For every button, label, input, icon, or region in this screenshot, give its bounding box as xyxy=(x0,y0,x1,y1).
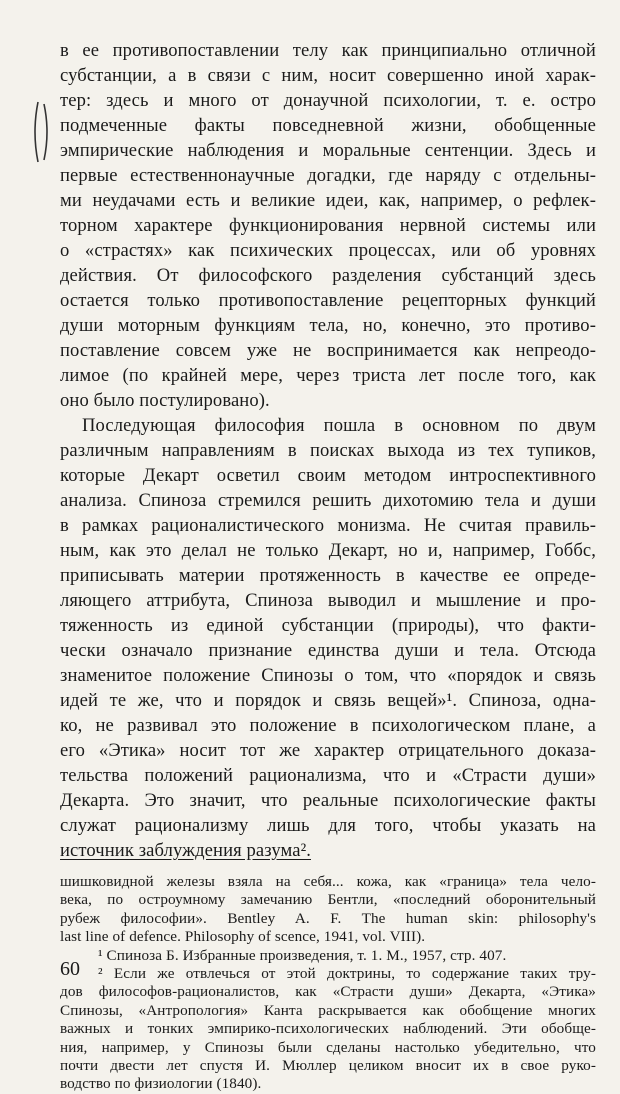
text-line: Декарта. Это значит, что реальные психологические факты xyxy=(60,790,596,811)
text-line: действия. От философского разделения субстанций здесь xyxy=(60,265,596,286)
footnote-line: почти двести лет спустя И. Мюллер целиком вносит их в свое руко- xyxy=(60,1056,596,1074)
text-line: тяженность из единой субстанции (природы), что факти- xyxy=(60,615,596,636)
text-line: ным, как это делал не только Декарт, но и, например, Гоббс, xyxy=(60,540,596,561)
text-line: субстанции, а в связи с ним, носит совершенно иной харак- xyxy=(60,65,596,86)
footnote-2: ² Если же отвлечься от этой доктрины, то содержание таких тру- xyxy=(98,964,596,982)
text-line: тельства положений рационализма, что и «Страсти души» xyxy=(60,765,596,786)
footnotes xyxy=(60,873,596,1094)
footnote-line: водство по физиологии (1840). xyxy=(60,1075,262,1093)
text-line: приписывать материи протяженность в качестве ее опреде- xyxy=(60,565,596,586)
text-line: тер: здесь и много от донаучной психологии, т. е. остро xyxy=(60,90,596,111)
text-line: души моторным функциям тела, но, конечно, это противо- xyxy=(60,315,596,336)
page-body xyxy=(60,38,596,1094)
text-line: Последующая философия пошла в основном по двум xyxy=(82,415,596,436)
text-line: в ее противопоставлении телу как принципиально отличной xyxy=(60,40,596,61)
text-line: в рамках рационалистического монизма. Не считая правиль- xyxy=(60,515,596,536)
text-line: лимое (по крайней мере, через триста лет после того, как xyxy=(60,365,596,386)
footnote-line: века, по остроумному замечанию Бентли, «последний оборонительный xyxy=(60,891,596,909)
text-line: идей те же, что и порядок и связь вещей»¹. Спиноза, одна- xyxy=(60,690,596,711)
text-line: различным направлениям в поисках выхода из тех тупиков, xyxy=(60,440,596,461)
main-text xyxy=(60,38,596,863)
text-line: знаменитое положение Спинозы о том, что «порядок и связь xyxy=(60,665,596,686)
text-line: служат рационализму лишь для того, чтобы указать на xyxy=(60,815,596,836)
text-line: его «Этика» носит тот же характер отрицательного доказа- xyxy=(60,740,596,761)
text-line: эмпирические наблюдения и моральные сентенции. Здесь и xyxy=(60,140,596,161)
text-line: ко, не развивал это положение в психологическом плане, а xyxy=(60,715,596,736)
text-line: торном характере функционирования нервной системы или xyxy=(60,215,596,236)
footnote-line: Спинозы, «Антропология» Канта раскрывается как обобщение многих xyxy=(60,1001,596,1019)
text-line-underlined: источник заблуждения разума². xyxy=(60,840,311,861)
margin-bracket-mark xyxy=(30,100,54,164)
text-line: ми неудачами есть и великие идеи, как, например, о рефлек- xyxy=(60,190,596,211)
text-line: оно было постулировано). xyxy=(60,390,270,411)
text-line: о «страстях» как психических процессах, или об уровнях xyxy=(60,240,596,261)
footnote-line: шишковидной железы взяла на себя... кожа, как «граница» тела чело- xyxy=(60,873,596,890)
text-line: первые естественнонаучные догадки, где наряду с отдельны- xyxy=(60,165,596,186)
text-line: подмеченные факты повседневной жизни, обобщенные xyxy=(60,115,596,136)
footnote-line: важных и тонких эмпирико-психологических наблюдений. Эти обобще- xyxy=(60,1020,596,1038)
page-number: 60 xyxy=(60,958,80,980)
footnote-line: дов философов-рационалистов, как «Страсти души» Декарта, «Этика» xyxy=(60,983,596,1001)
text-line: остается только противопоставление рецепторных функций xyxy=(60,290,596,311)
footnote-1: ¹ Спиноза Б. Избранные произведения, т. 1. М., 1957, стр. 407. xyxy=(98,946,507,964)
footnote-line: ния, например, у Спинозы были сделаны настолько убедительно, что xyxy=(60,1038,596,1056)
text-line: которые Декарт осветил своим методом интроспективного xyxy=(60,465,596,486)
text-line: поставление совсем уже не воспринимается как непреодо- xyxy=(60,340,596,361)
footnote-line: рубеж философии». Bentley A. F. The human skin: philosophy's xyxy=(60,909,596,927)
text-line: анализа. Спиноза стремился решить дихотомию тела и души xyxy=(60,490,596,511)
text-line: ляющего аттрибута, Спиноза выводил и мышление и про- xyxy=(60,590,596,611)
footnote-line: last line of defence. Philosophy of scence, 1941, vol. VIII). xyxy=(60,928,426,946)
text-line: чески означало признание единства души и тела. Отсюда xyxy=(60,640,596,661)
